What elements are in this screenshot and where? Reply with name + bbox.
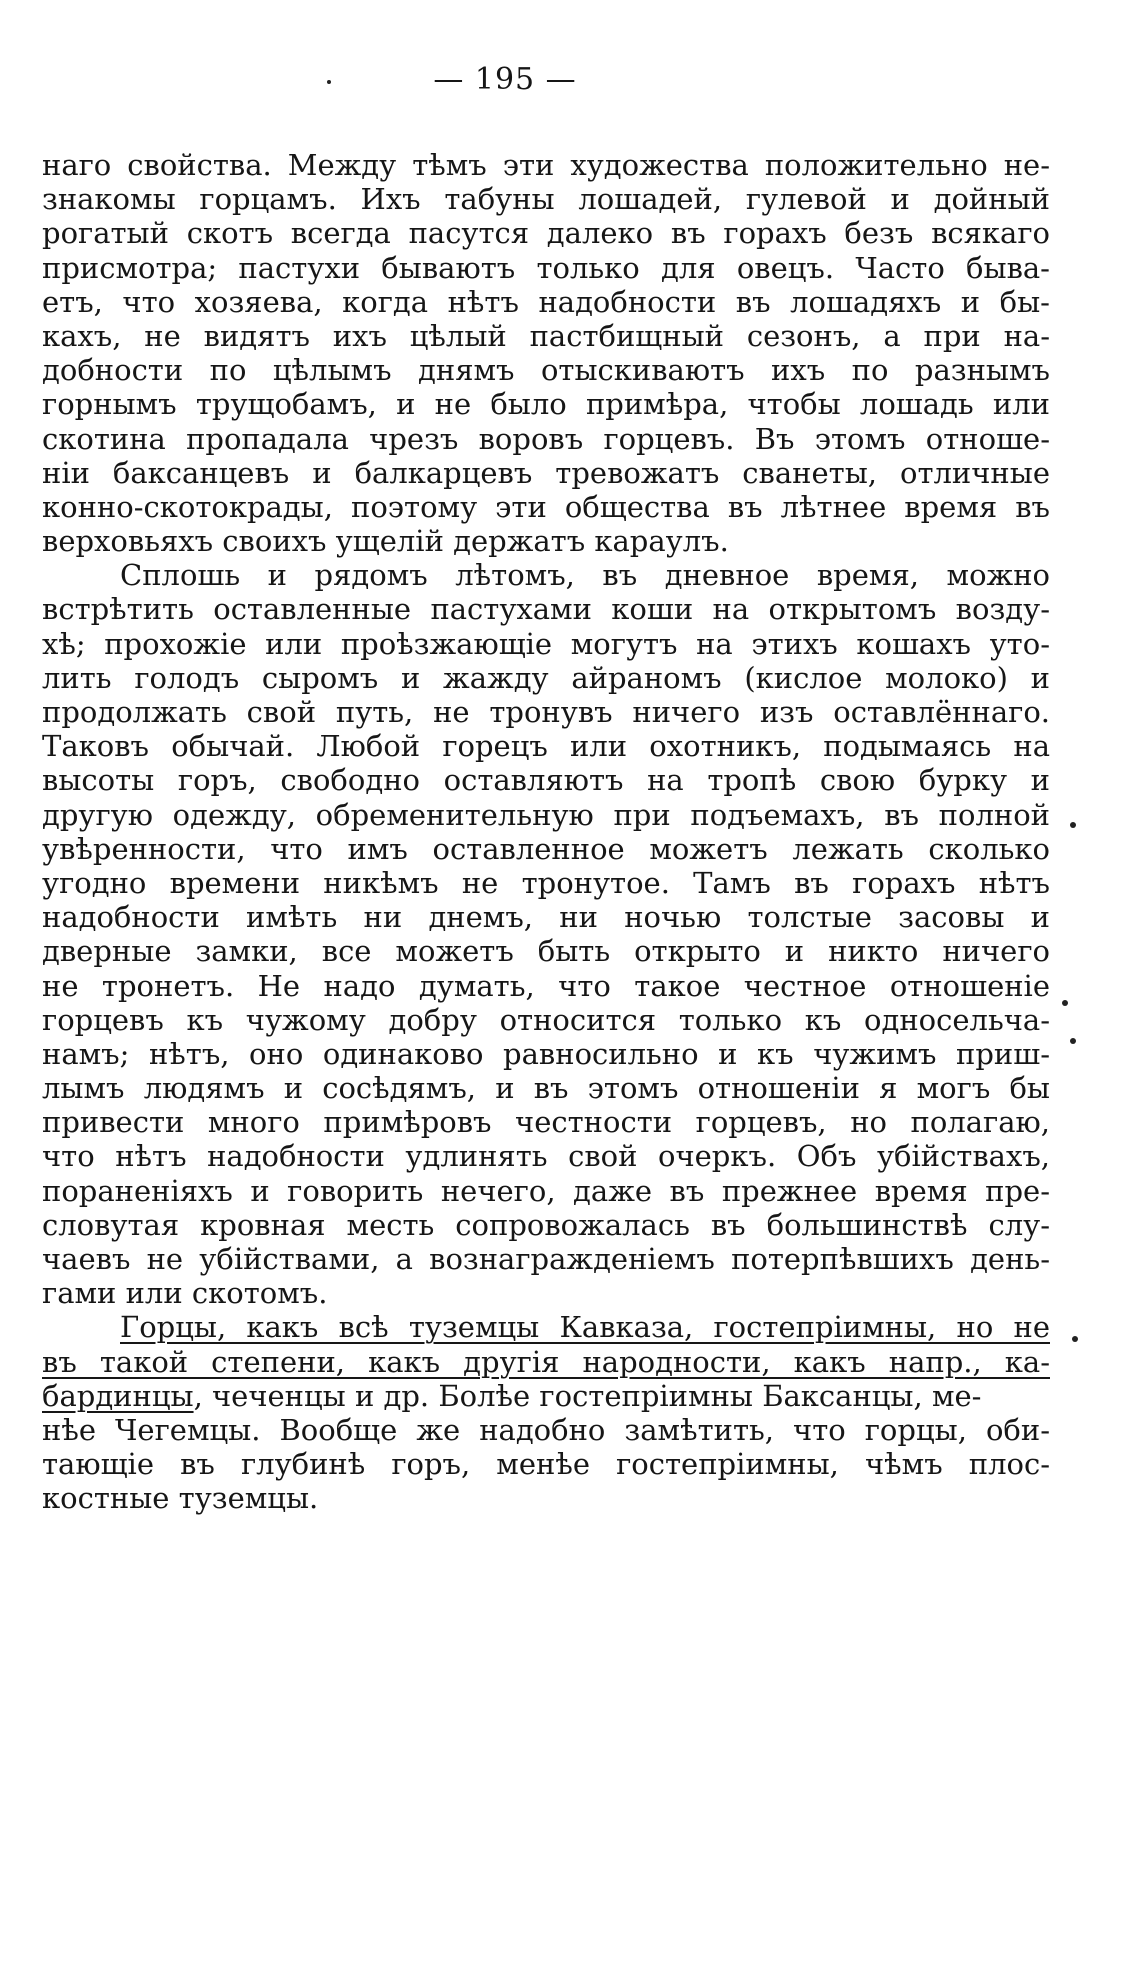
text-line: другую одежду, обременительную при подъемахъ, въ полной	[42, 797, 1050, 832]
text-line: хѣ; прохожiе или проѣзжающiе могутъ на этихъ кошахъ уто-	[42, 626, 1050, 661]
text-line: чаевъ не убiйствами, а вознагражденiемъ потерпѣвшихъ день-	[42, 1242, 1050, 1276]
margin-mark	[1070, 822, 1076, 828]
text-line: дверные замки, все можетъ быть открыто и никто ничего	[42, 934, 1050, 969]
text-line: словутая кровная месть сопровожалась въ большинствѣ слу-	[42, 1207, 1050, 1242]
paragraph-2	[42, 558, 1050, 1310]
text-line: намъ; нѣтъ, оно одинаково равносильно и къ чужимъ приш-	[42, 1036, 1050, 1071]
text-line: наго свойства. Между тѣмъ эти художества положительно не-	[42, 148, 1050, 182]
text-line: нѣе Чегемцы. Вообще же надобно замѣтить, что горцы, оби-	[42, 1412, 1050, 1447]
text-line: привести много примѣровъ честности горцевъ, но полагаю,	[42, 1105, 1050, 1140]
text-line: встрѣтить оставленные пастухами коши на открытомъ возду-	[42, 592, 1050, 627]
text-line: угодно времени никѣмъ не тронутое. Тамъ въ горахъ нѣтъ	[42, 865, 1050, 900]
text-line: костные туземцы.	[42, 1481, 319, 1516]
text-line: скотина пропадала чрезъ воровъ горцевъ. Въ этомъ отноше-	[42, 421, 1050, 456]
ink-speck	[327, 80, 331, 84]
underlined-text-line: въ такой степени, какъ другiя народности, какъ напр., ка-	[42, 1344, 1050, 1379]
text-line: нiи баксанцевъ и балкарцевъ тревожатъ сванеты, отличные	[42, 455, 1050, 490]
margin-mark	[1062, 1000, 1068, 1006]
text-line: присмотра; пастухи бываютъ только для овецъ. Часто быва-	[42, 250, 1050, 285]
underlined-text-line: Горцы, какъ всѣ туземцы Кавказа, гостепрiимны, но не	[120, 1310, 1050, 1345]
text-line: верховьяхъ своихъ ущелiй держатъ караулъ.	[42, 524, 729, 559]
text-line: добности по цѣлымъ днямъ отыскиваютъ ихъ по разнымъ	[42, 353, 1050, 388]
margin-mark	[1072, 1336, 1078, 1342]
margin-mark	[1070, 1038, 1076, 1044]
text-line: лить голодъ сыромъ и жажду айраномъ (кислое молоко) и	[42, 660, 1050, 695]
text-line: гами или скотомъ.	[42, 1276, 328, 1311]
text-line: надобности имѣть ни днемъ, ни ночью толстые засовы и	[42, 900, 1050, 935]
text-line: увѣренности, что имъ оставленное можетъ лежать сколько	[42, 831, 1050, 866]
text-line: горцевъ къ чужому добру относится только къ односельча-	[42, 1002, 1050, 1037]
page-number: — 195 —	[433, 62, 577, 97]
underlined-word: бардинцы	[42, 1378, 194, 1413]
text-line: горнымъ трущобамъ, и не было примѣра, чтобы лошадь или	[42, 387, 1050, 422]
text-line: етъ, что хозяева, когда нѣтъ надобности въ лошадяхъ и бы-	[42, 284, 1050, 319]
text-line: продолжать свой путь, не тронувъ ничего изъ оставлённаго.	[42, 695, 1050, 729]
body-text	[42, 148, 1050, 1516]
text-line: что нѣтъ надобности удлинять свой очеркъ. Объ убiйствахъ,	[42, 1139, 1050, 1174]
text-line: пораненiяхъ и говорить нечего, даже въ прежнее время пре-	[42, 1173, 1050, 1208]
text-line: не тронетъ. Не надо думать, что такое честное отношенiе	[42, 968, 1050, 1003]
text-line: рогатый скотъ всегда пасутся далеко въ горахъ безъ всякаго	[42, 216, 1050, 251]
text-line: лымъ людямъ и сосѣдямъ, и въ этомъ отношенiи я могъ бы	[42, 1071, 1050, 1106]
text-line: тающiе въ глубинѣ горъ, менѣе гостепрiимны, чѣмъ плос-	[42, 1447, 1050, 1482]
paragraph-3	[42, 1310, 1050, 1515]
text-line: Сплошь и рядомъ лѣтомъ, въ дневное время, можно	[120, 558, 1050, 593]
text-line	[42, 1379, 1050, 1413]
text-line: кахъ, не видятъ ихъ цѣлый пастбищный сезонъ, а при на-	[42, 318, 1050, 353]
text-line: знакомы горцамъ. Ихъ табуны лошадей, гулевой и дойный	[42, 182, 1050, 217]
text-line: Таковъ обычай. Любой горецъ или охотникъ, подымаясь на	[42, 729, 1050, 764]
text-line: конно-скотокрады, поэтому эти общества въ лѣтнее время въ	[42, 489, 1050, 524]
text-line: высоты горъ, свободно оставляютъ на тропѣ свою бурку и	[42, 763, 1050, 798]
text-fragment: , чеченцы и др. Болѣе гостепрiимны Баксанцы, ме-	[193, 1378, 982, 1413]
paragraph-1	[42, 148, 1050, 558]
